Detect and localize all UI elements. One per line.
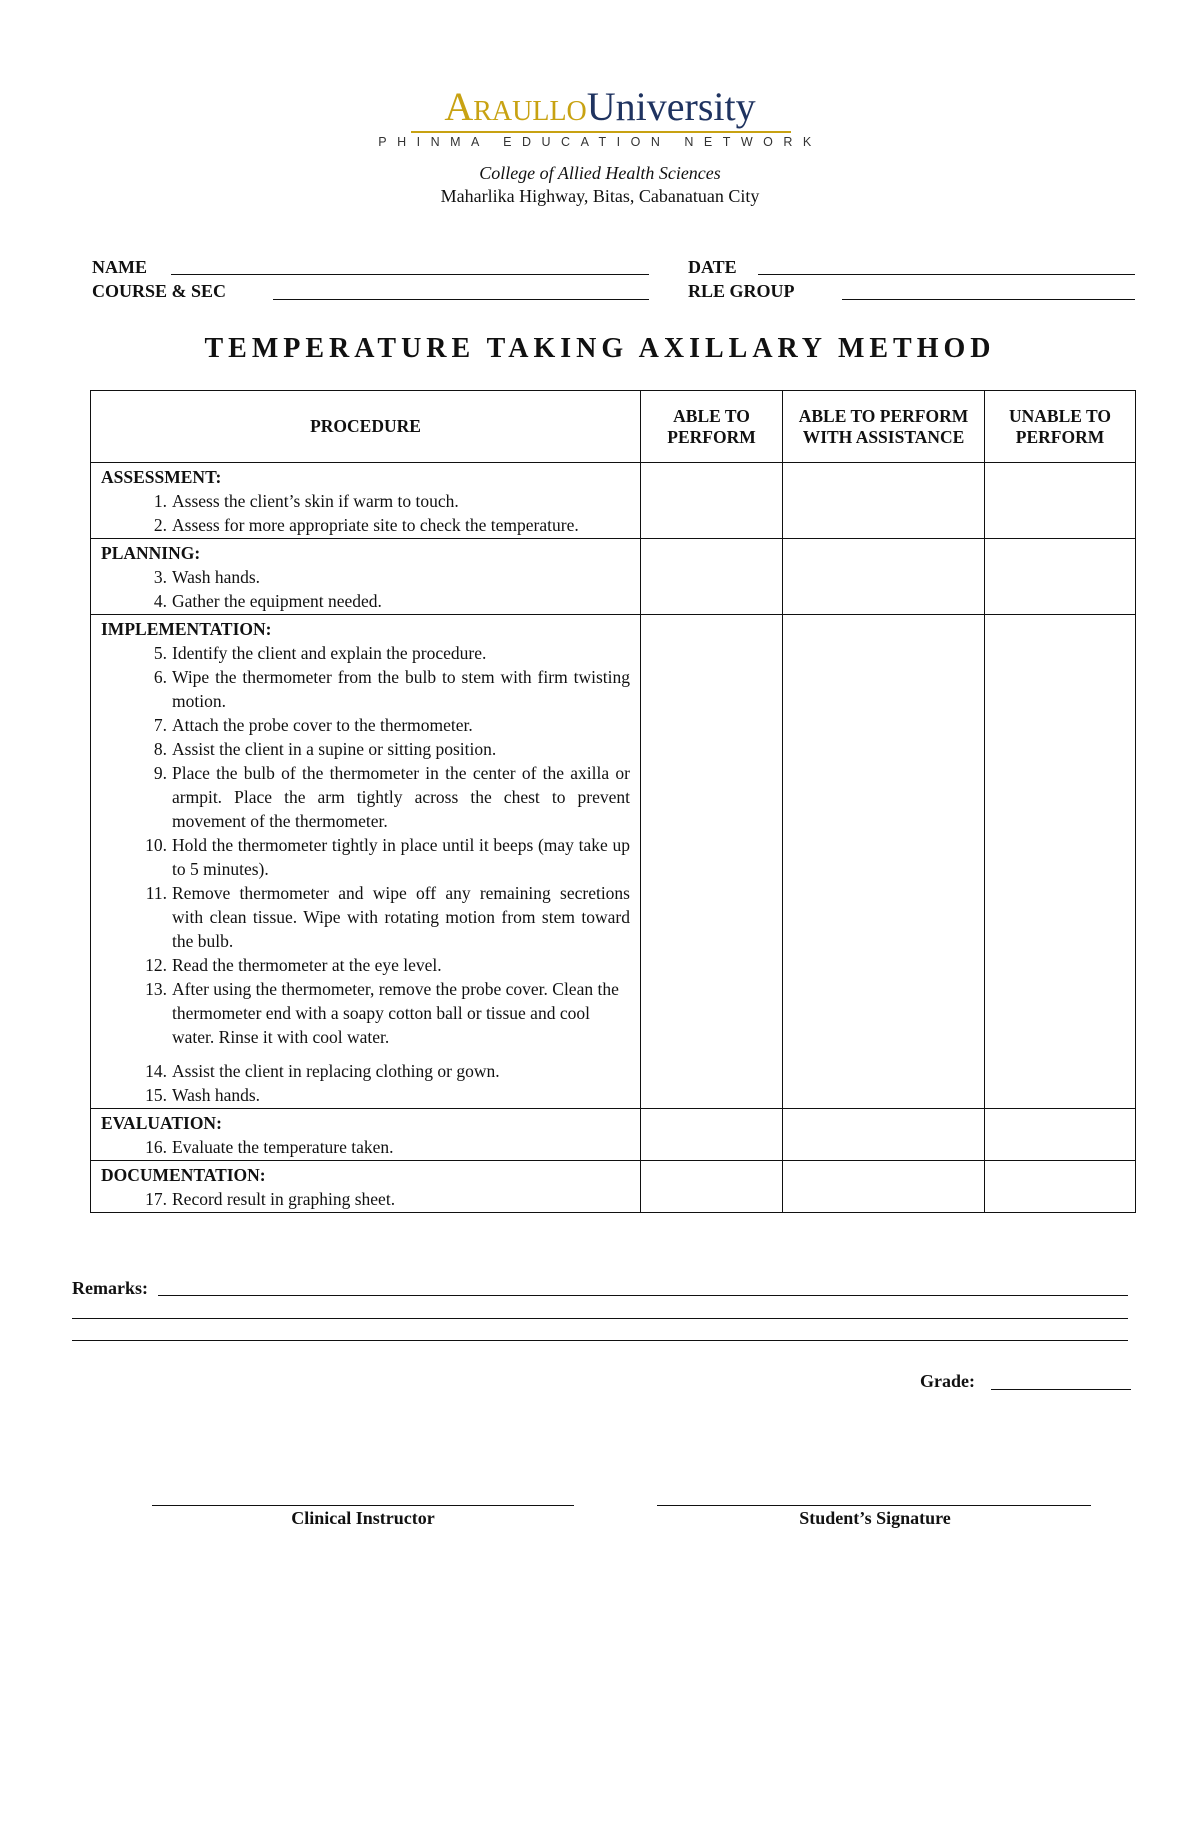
instructor-signature-line[interactable]	[152, 1505, 574, 1506]
procedure-step: 1. Assess the client’s skin if warm to touch.	[153, 491, 459, 511]
col-able-header: ABLE TO PERFORM	[641, 391, 783, 463]
unable-to-perform-cell[interactable]	[985, 463, 1136, 539]
name-label: NAME	[92, 257, 147, 277]
procedure-step: 3. Wash hands.	[153, 567, 261, 587]
procedure-step: 15. Wash hands.	[145, 1085, 261, 1105]
procedure-step: 13. After using the thermometer, remove the probe cover. Clean the thermometer end with a soapy cotton ball or tissue and cool water. Rinse it with cool water.	[145, 979, 619, 1047]
able-with-assistance-cell[interactable]	[783, 463, 985, 539]
logo-underline	[411, 131, 791, 133]
procedure-step: 2. Assess for more appropriate site to check the temperature.	[153, 515, 579, 535]
section-title: IMPLEMENTATION:	[101, 619, 272, 639]
procedure-step: 7. Attach the probe cover to the thermometer.	[153, 715, 473, 735]
remarks-line-2[interactable]	[72, 1318, 1128, 1319]
section-title: ASSESSMENT:	[101, 467, 222, 487]
col-procedure-header: PROCEDURE	[91, 391, 641, 463]
grade-label: Grade:	[920, 1371, 975, 1391]
procedure-step: 16. Evaluate the temperature taken.	[145, 1137, 394, 1157]
remarks-line-3[interactable]	[72, 1340, 1128, 1341]
date-label: DATE	[688, 257, 737, 277]
section-title: EVALUATION:	[101, 1113, 222, 1133]
clinical-instructor-label: Clinical Instructor	[291, 1508, 435, 1528]
section-row-planning	[91, 539, 1136, 615]
procedure-cell	[91, 1109, 641, 1161]
able-with-assistance-cell[interactable]	[783, 1161, 985, 1213]
procedure-step: 9. Place the bulb of the thermometer in the center of the axilla or armpit. Place the arm tightly across the chest to prevent movement of the thermometer.	[153, 763, 630, 831]
able-with-assistance-cell[interactable]	[783, 1109, 985, 1161]
unable-to-perform-cell[interactable]	[985, 1109, 1136, 1161]
able-to-perform-cell[interactable]	[641, 1161, 783, 1213]
procedure-cell	[91, 463, 641, 539]
remarks-label: Remarks:	[72, 1278, 148, 1298]
section-row-implementation	[91, 615, 1136, 1109]
able-to-perform-cell[interactable]	[641, 539, 783, 615]
procedure-step: 6. Wipe the thermometer from the bulb to stem with firm twisting motion.	[153, 667, 630, 711]
college-address: Maharlika Highway, Bitas, Cabanatuan City	[440, 186, 760, 206]
procedure-cell	[91, 615, 641, 1109]
procedure-cell	[91, 1161, 641, 1213]
course-sec-label: COURSE & SEC	[92, 281, 227, 301]
procedure-step: 8. Assist the client in a supine or sitting position.	[153, 739, 497, 759]
procedure-step: 17. Record result in graphing sheet.	[145, 1189, 396, 1209]
procedure-step: 12. Read the thermometer at the eye level.	[145, 955, 442, 975]
unable-to-perform-cell[interactable]	[985, 539, 1136, 615]
procedure-step: 5. Identify the client and explain the procedure.	[153, 643, 487, 663]
section-row-evaluation	[91, 1109, 1136, 1161]
procedure-cell	[91, 539, 641, 615]
procedure-step: 10. Hold the thermometer tightly in place until it beeps (may take up to 5 minutes).	[145, 835, 630, 879]
section-row-assessment	[91, 463, 1136, 539]
name-field[interactable]	[171, 274, 649, 275]
remarks-line-1[interactable]	[158, 1295, 1128, 1296]
rle-group-field[interactable]	[842, 299, 1135, 300]
procedure-step: 4. Gather the equipment needed.	[153, 591, 382, 611]
student-signature-line[interactable]	[657, 1505, 1091, 1506]
able-to-perform-cell[interactable]	[641, 463, 783, 539]
section-title: PLANNING:	[101, 543, 201, 563]
logo-word-araullo: Araullo	[444, 84, 587, 129]
page-title: TEMPERATURE TAKING AXILLARY METHOD	[204, 333, 996, 364]
procedure-step: 11. Remove thermometer and wipe off any remaining secretions with clean tissue. Wipe with rotating motion from stem toward the bulb.	[145, 883, 630, 951]
able-with-assistance-cell[interactable]	[783, 615, 985, 1109]
unable-to-perform-cell[interactable]	[985, 1161, 1136, 1213]
rle-group-label: RLE GROUP	[688, 281, 795, 301]
col-unable-header: UNABLE TO PERFORM	[985, 391, 1136, 463]
col-assist-header: ABLE TO PERFORM WITH ASSISTANCE	[783, 391, 985, 463]
section-title: DOCUMENTATION:	[101, 1165, 266, 1185]
procedure-checklist-table	[90, 390, 1136, 1213]
student-signature-label: Student’s Signature	[799, 1508, 951, 1528]
unable-to-perform-cell[interactable]	[985, 615, 1136, 1109]
logo-word-university: University	[586, 84, 756, 129]
date-field[interactable]	[758, 274, 1135, 275]
network-tagline: PHINMA EDUCATION NETWORK	[378, 135, 822, 149]
able-to-perform-cell[interactable]	[641, 615, 783, 1109]
table-header-row	[91, 391, 1136, 463]
able-to-perform-cell[interactable]	[641, 1109, 783, 1161]
college-name: College of Allied Health Sciences	[479, 163, 721, 183]
procedure-step: 14. Assist the client in replacing clothing or gown.	[145, 1061, 500, 1081]
grade-field[interactable]	[991, 1389, 1131, 1390]
able-with-assistance-cell[interactable]	[783, 539, 985, 615]
course-sec-field[interactable]	[273, 299, 649, 300]
university-logo	[0, 82, 1200, 128]
section-row-documentation	[91, 1161, 1136, 1213]
